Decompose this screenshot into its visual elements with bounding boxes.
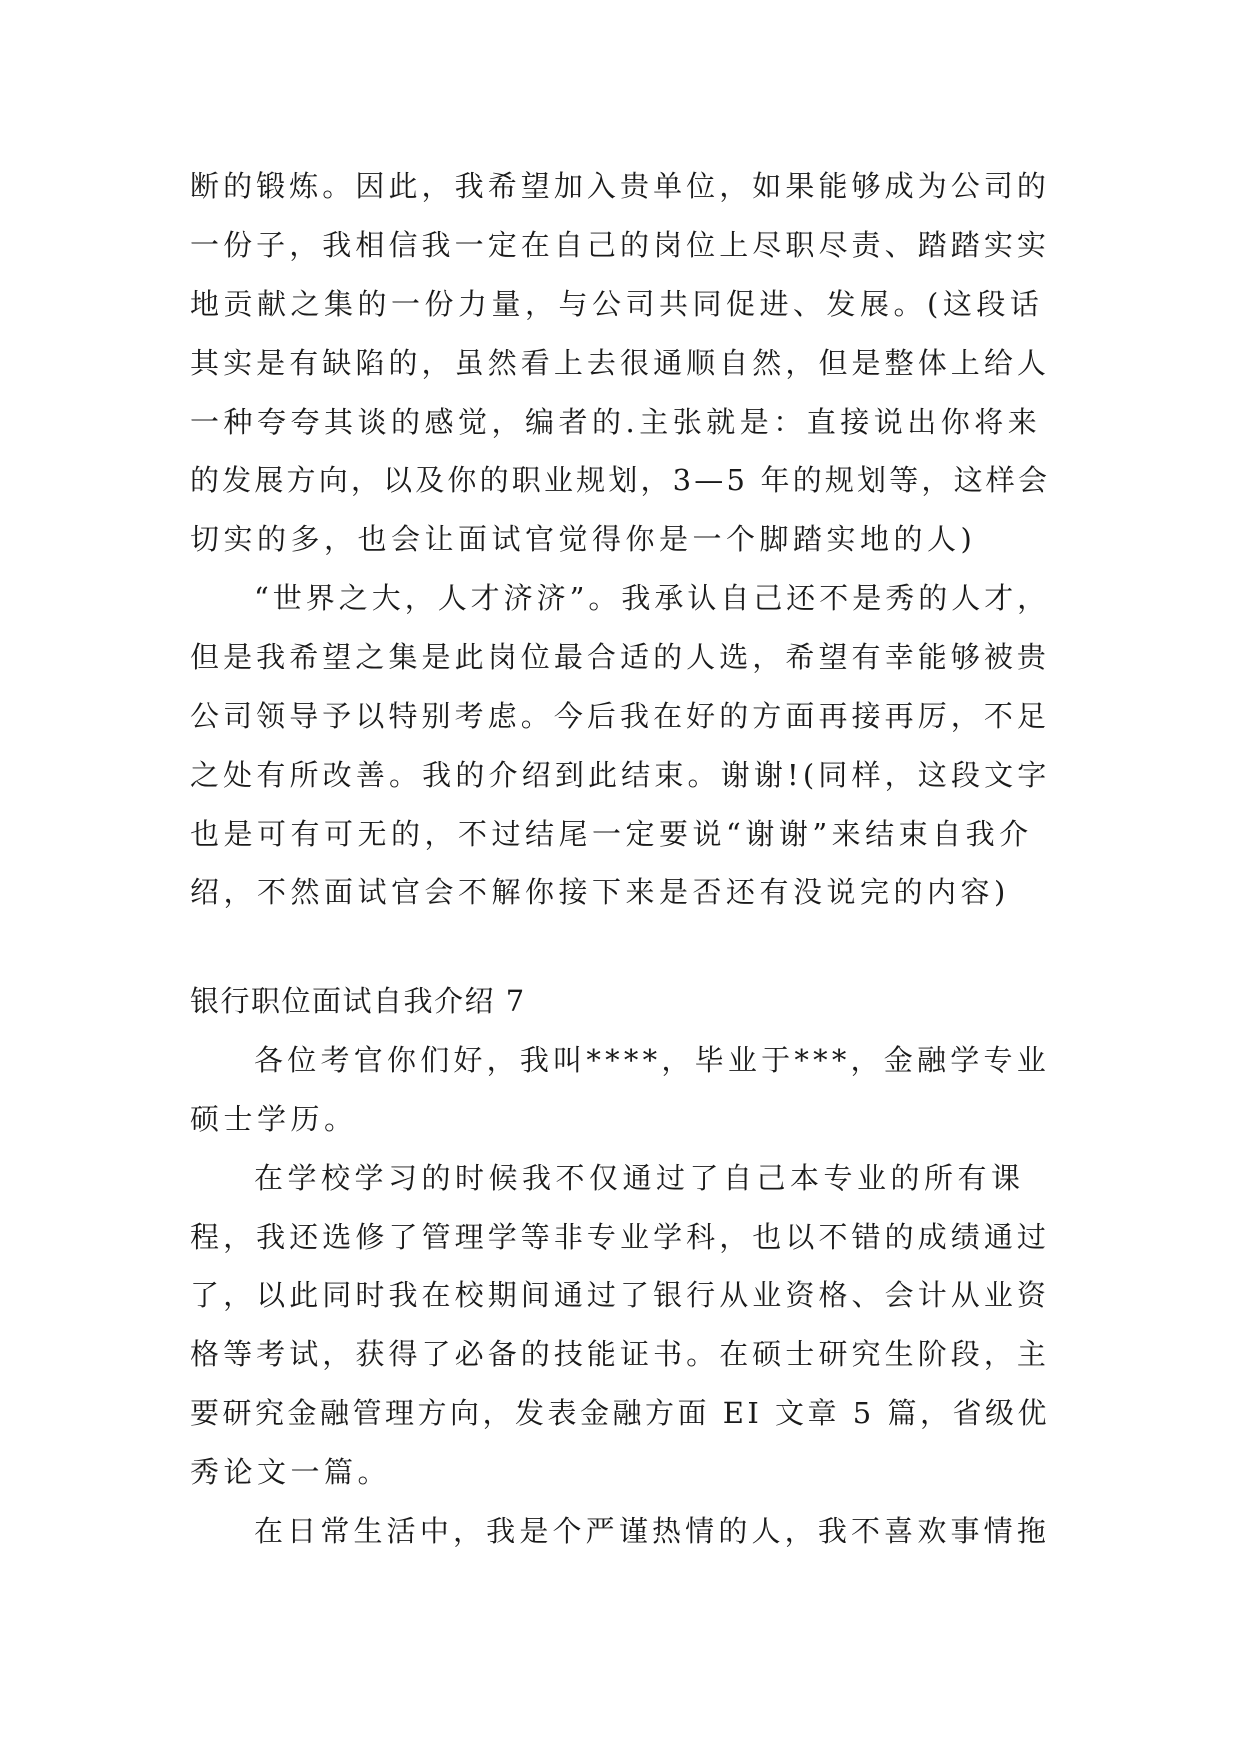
paragraph-line: 公司领导予以特别考虑。今后我在好的方面再接再厉，不足 bbox=[190, 699, 1051, 733]
paragraph-line: 绍，不然面试官会不解你接下来是否还有没说完的内容) bbox=[190, 875, 1010, 909]
paragraph-line: 格等考试，获得了必备的技能证书。在硕士研究生阶段，主 bbox=[190, 1337, 1051, 1371]
paragraph-line: 程，我还选修了管理学等非专业学科，也以不错的成绩通过 bbox=[190, 1220, 1051, 1254]
paragraph-line: 硕士学历。 bbox=[190, 1102, 358, 1136]
paragraph-line: 的发展方向，以及你的职业规划，3—5 年的规划等，这样会 bbox=[190, 463, 1051, 497]
paragraph-line: 也是可有可无的，不过结尾一定要说“谢谢”来结束自我介 bbox=[190, 817, 1033, 851]
paragraph-line: 要研究金融管理方向，发表金融方面 EI 文章 5 篇，省级优 bbox=[190, 1396, 1050, 1430]
paragraph-line: 地贡献之集的一份力量，与公司共同促进、发展。(这段话 bbox=[190, 287, 1044, 321]
paragraph-line: 在学校学习的时候我不仅通过了自己本专业的所有课 bbox=[254, 1161, 1025, 1195]
paragraph-line: 在日常生活中，我是个严谨热情的人，我不喜欢事情拖 bbox=[254, 1514, 1051, 1548]
paragraph-line: 了，以此同时我在校期间通过了银行从业资格、会计从业资 bbox=[190, 1278, 1051, 1312]
paragraph-line: 切实的多，也会让面试官觉得你是一个脚踏实地的人) bbox=[190, 522, 977, 556]
paragraph-line: 秀论文一篇。 bbox=[190, 1455, 392, 1489]
paragraph-line: 各位考官你们好，我叫****，毕业于***，金融学专业 bbox=[254, 1043, 1051, 1077]
paragraph-line: “世界之大，人才济济”。我承认自己还不是秀的人才， bbox=[254, 581, 1051, 615]
paragraph-line: 一份子，我相信我一定在自己的岗位上尽职尽责、踏踏实实 bbox=[190, 228, 1051, 262]
paragraph-line: 其实是有缺陷的，虽然看上去很通顺自然，但是整体上给人 bbox=[190, 346, 1051, 380]
section-heading: 银行职位面试自我介绍 7 bbox=[190, 984, 526, 1018]
paragraph-line: 之处有所改善。我的介绍到此结束。谢谢!(同样，这段文字 bbox=[190, 758, 1051, 792]
paragraph-line: 但是我希望之集是此岗位最合适的人选，希望有幸能够被贵 bbox=[190, 640, 1051, 674]
paragraph-line: 断的锻炼。因此，我希望加入贵单位，如果能够成为公司的 bbox=[190, 169, 1051, 203]
paragraph-line: 一种夸夸其谈的感觉，编者的.主张就是：直接说出你将来 bbox=[190, 405, 1042, 439]
